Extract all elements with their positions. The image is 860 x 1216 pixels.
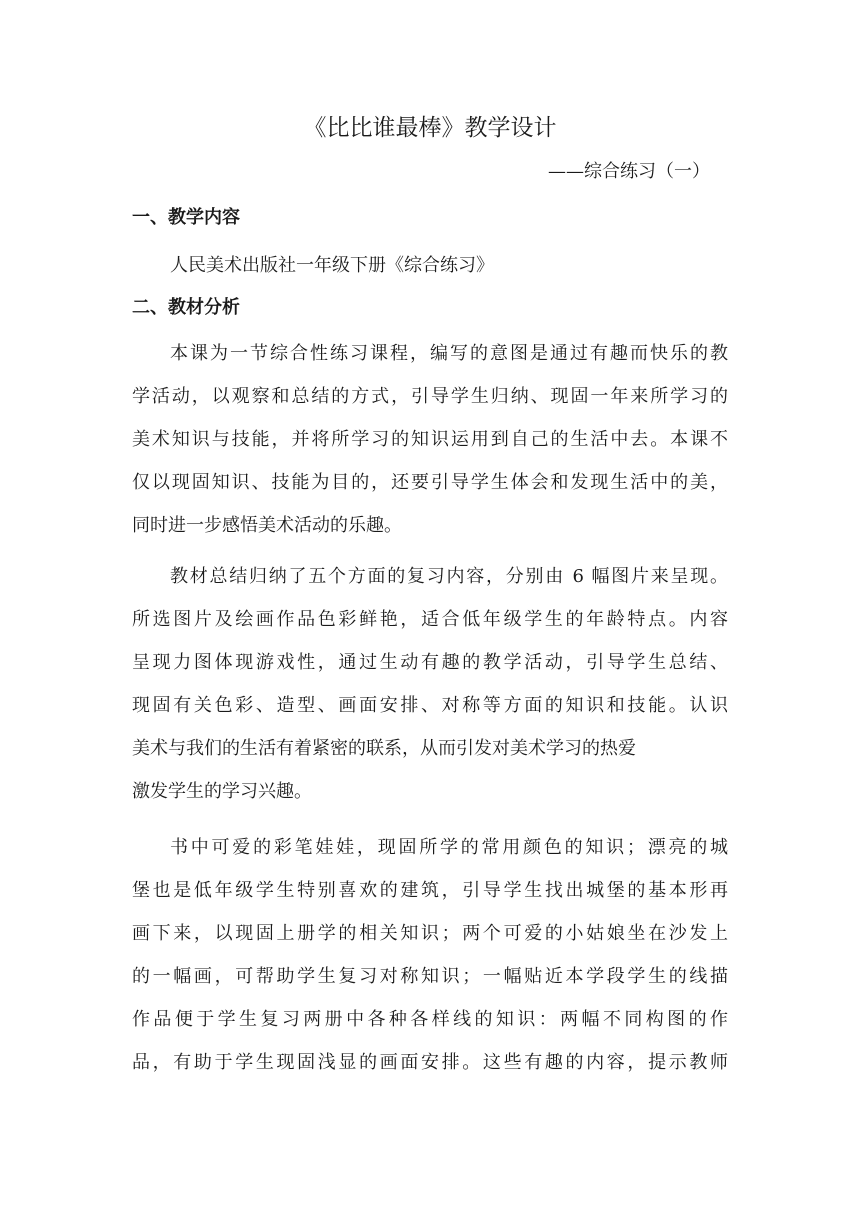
paragraph-line: 美术知识与技能，并将所学习的知识运用到自己的生活中去。本课不 (132, 429, 728, 450)
paragraph-line: 激发学生的学习兴趣。 (132, 781, 312, 802)
document-subtitle: ——综合练习（一） (548, 161, 710, 182)
paragraph-line: 现固有关色彩、造型、画面安排、对称等方面的知识和技能。认识 (132, 695, 728, 716)
paragraph-line: 的一幅画，可帮助学生复习对称知识；一幅贴近本学段学生的线描 (132, 966, 728, 987)
paragraph-line: 美术与我们的生活有着紧密的联系，从而引发对美术学习的热爱 (132, 738, 636, 759)
paragraph-line: 品，有助于学生现固浅显的画面安排。这些有趣的内容，提示教师 (132, 1052, 728, 1073)
paragraph-line: 学活动，以观察和总结的方式，引导学生归纳、现固一年来所学习的 (132, 386, 728, 407)
paragraph-line: 书中可爱的彩笔娃娃，现固所学的常用颜色的知识；漂亮的城 (170, 837, 728, 858)
paragraph-line: 本课为一节综合性练习课程，编写的意图是通过有趣而快乐的教 (170, 343, 728, 364)
paragraph-line: 教材总结归纳了五个方面的复习内容，分别由 6 幅图片来呈现。 (170, 566, 728, 587)
section-heading-material-analysis: 二、教材分析 (132, 297, 240, 318)
paragraph-line: 作品便于学生复习两册中各种各样线的知识：两幅不同构图的作 (132, 1009, 728, 1030)
paragraph-line: 所选图片及绘画作品色彩鲜艳，适合低年级学生的年龄特点。内容 (132, 609, 728, 630)
section-1-text-line: 人民美术出版社一年级下册《综合练习》 (170, 255, 494, 276)
section-heading-teaching-content: 一、教学内容 (132, 207, 240, 228)
document-title: 《比比谁最棒》教学设计 (303, 115, 557, 141)
paragraph-line: 堡也是低年级学生特别喜欢的建筑，引导学生找出城堡的基本形再 (132, 880, 728, 901)
paragraph-line: 画下来，以现固上册学的相关知识；两个可爱的小姑娘坐在沙发上 (132, 923, 728, 944)
paragraph-line: 同时进一步感悟美术活动的乐趣。 (132, 515, 402, 536)
paragraph-line: 呈现力图体现游戏性，通过生动有趣的教学活动，引导学生总结、 (132, 652, 728, 673)
paragraph-line: 仅以现固知识、技能为目的，还要引导学生体会和发现生活中的美， (132, 472, 728, 493)
